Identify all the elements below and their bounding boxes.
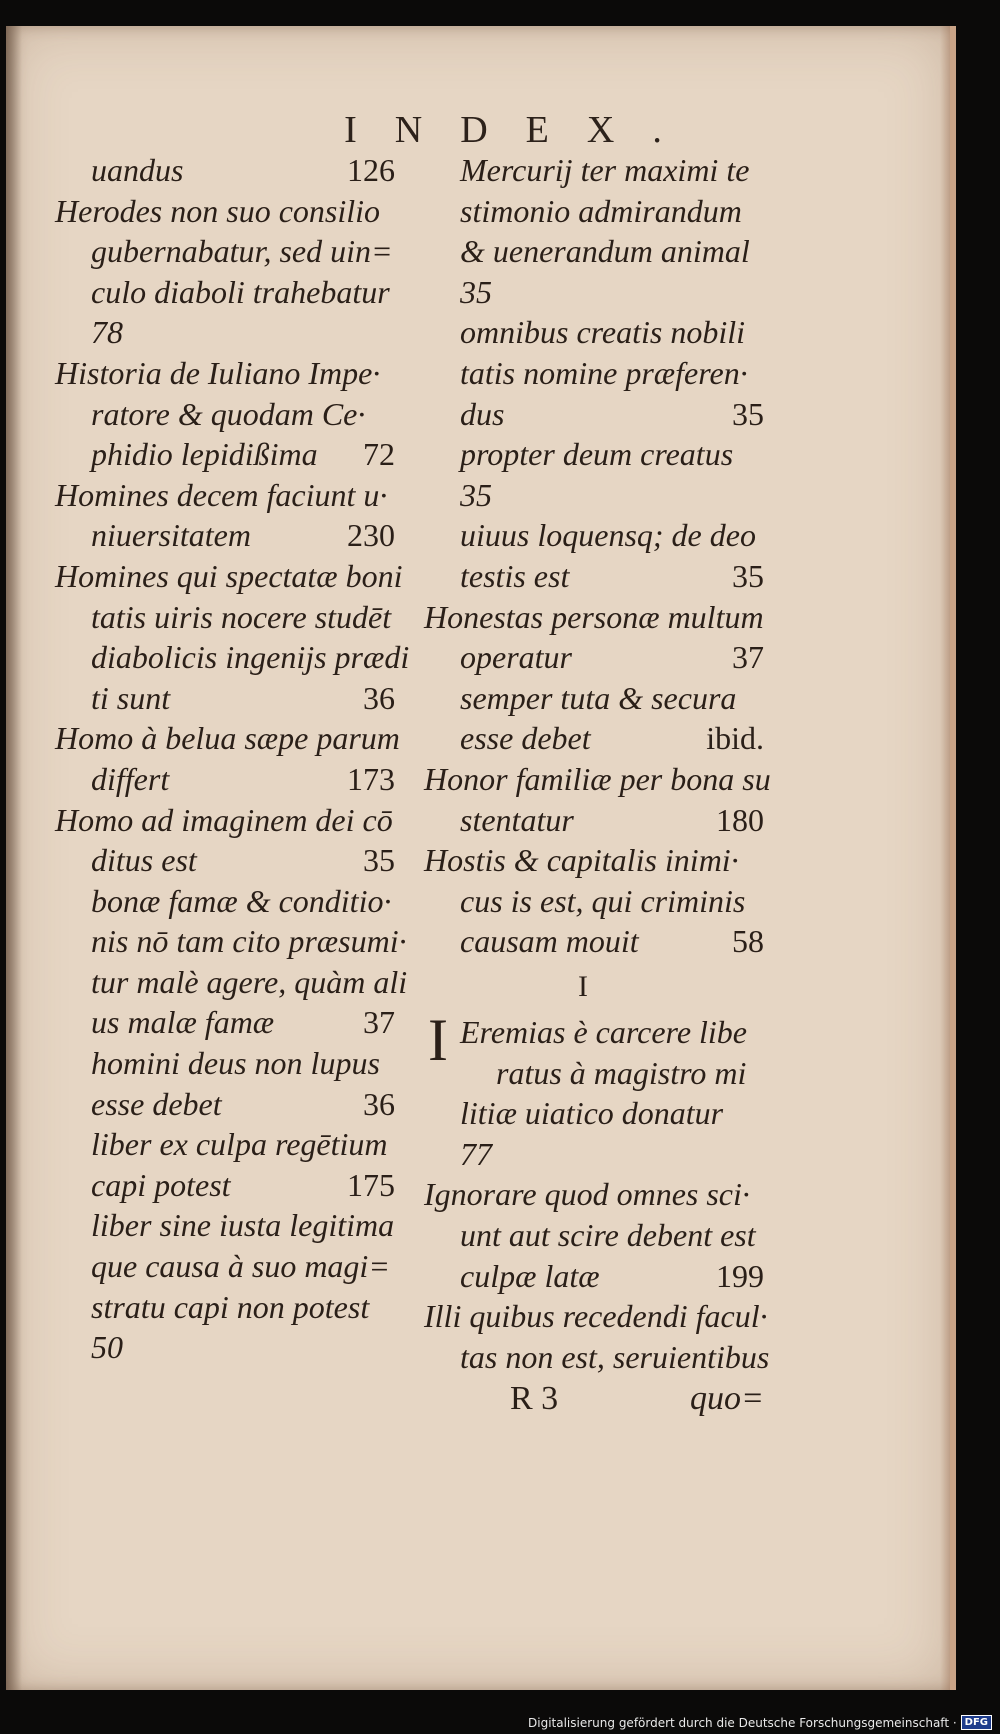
credit-text: Digitalisierung gefördert durch die Deutsche Forschungsgemeinschaft · xyxy=(528,1715,957,1730)
entry-text: diabolicis ingenijs prædi xyxy=(91,639,410,676)
entry-text: differt xyxy=(91,760,170,797)
entry-text: Historia de Iuliano Impe· xyxy=(55,354,381,391)
index-entry-line xyxy=(424,881,764,922)
entry-text: Homines qui spectatæ boni xyxy=(55,557,403,594)
entry-text: operatur xyxy=(460,639,572,676)
entry-text: uandus xyxy=(91,152,184,188)
index-entry-line xyxy=(55,881,395,922)
page-reference: 36 xyxy=(363,679,395,716)
page-reference: 175 xyxy=(347,1166,395,1203)
index-entry-line xyxy=(55,1205,395,1246)
index-entry-line xyxy=(55,312,395,353)
index-entry-line xyxy=(55,556,403,597)
entry-text: capi potest xyxy=(91,1166,231,1203)
index-entry-line xyxy=(55,962,408,1003)
entry-text: unt aut scire debent est xyxy=(460,1216,756,1253)
entry-text: bonæ famæ & conditio· xyxy=(91,882,392,919)
entry-text: niuersitatem xyxy=(91,517,251,554)
index-entry-line xyxy=(424,231,764,272)
index-entry-line xyxy=(55,1165,395,1206)
entry-text: homini deus non lupus xyxy=(91,1045,380,1082)
index-entry-line xyxy=(55,1124,395,1165)
entry-text: Honor familiæ per bona su xyxy=(424,760,771,797)
index-entry-line xyxy=(424,1174,764,1215)
entry-text: Mercurij ter maximi te xyxy=(460,152,750,188)
index-entry-line xyxy=(424,1296,768,1337)
index-entry-line xyxy=(55,1084,395,1125)
entry-text: Hostis & capitalis inimi· xyxy=(424,842,739,879)
entry-text: tatis nomine præferen· xyxy=(460,354,748,391)
entry-text: Homo ad imaginem dei cō xyxy=(55,801,393,838)
index-entry-line xyxy=(55,759,395,800)
page-reference: 37 xyxy=(732,639,764,676)
index-column-left xyxy=(55,150,410,1368)
dfg-logo-icon: DFG xyxy=(961,1715,992,1730)
entry-text: 78 xyxy=(91,314,123,351)
index-entry-line xyxy=(55,353,395,394)
catchword: quo= xyxy=(690,1380,764,1417)
entry-text: liber ex culpa regētium xyxy=(91,1126,388,1163)
entry-text: 50 xyxy=(91,1329,123,1366)
index-entry-line xyxy=(424,272,764,313)
entry-text: & uenerandum animal xyxy=(460,233,750,270)
index-entry-line xyxy=(55,434,395,475)
index-entry-line xyxy=(424,718,764,759)
index-entry-line xyxy=(55,394,395,435)
page-reference: 199 xyxy=(716,1257,764,1294)
index-column-right xyxy=(424,150,771,962)
index-entry-line xyxy=(55,150,395,191)
index-entry-line xyxy=(55,637,410,678)
index-entry-line xyxy=(424,191,764,232)
index-entry-line xyxy=(55,718,400,759)
index-entry-line xyxy=(424,1012,764,1053)
entry-text: stratu capi non potest xyxy=(91,1288,370,1325)
entry-text: gubernabatur, sed uin= xyxy=(91,233,393,270)
digitization-credit xyxy=(528,1715,992,1730)
entry-text: Eremias è carcere libe xyxy=(460,1014,747,1050)
entry-text: ratore & quodam Ce· xyxy=(91,395,366,432)
index-entry-line xyxy=(55,597,395,638)
index-entry-line xyxy=(424,1337,770,1378)
entry-text: tur malè agere, quàm ali xyxy=(91,963,408,1000)
index-entry-line xyxy=(424,678,764,719)
index-entry-line xyxy=(424,1053,764,1094)
entry-text: culpæ latæ xyxy=(460,1257,600,1294)
entry-text: Homines decem faciunt u· xyxy=(55,476,388,513)
index-entry-line xyxy=(55,1246,395,1287)
index-entry-line xyxy=(55,1002,395,1043)
entry-text: ditus est xyxy=(91,842,197,879)
entry-text: Ignorare quod omnes sci· xyxy=(424,1176,750,1213)
entry-text: propter deum creatus xyxy=(460,436,734,473)
entry-text: stimonio admirandum xyxy=(460,192,742,229)
index-entry-line xyxy=(424,394,764,435)
entry-text: ti sunt xyxy=(91,679,171,716)
entry-text: 35 xyxy=(460,273,492,310)
entry-text: stentatur xyxy=(460,801,574,838)
entry-text: Honestas personæ multum xyxy=(424,598,764,635)
index-entry-line xyxy=(55,800,395,841)
entry-text: nis nō tam cito præsumi· xyxy=(91,923,407,960)
index-entry-line xyxy=(424,759,771,800)
entry-text: dus xyxy=(460,395,505,432)
signature-mark: R 3 xyxy=(510,1380,559,1417)
index-entry-line xyxy=(424,434,764,475)
page-reference: 35 xyxy=(732,557,764,594)
index-entry-line xyxy=(55,475,395,516)
index-entry-line xyxy=(55,1043,395,1084)
entry-text: 77 xyxy=(460,1135,492,1172)
index-entry-line xyxy=(424,475,764,516)
index-entry-line xyxy=(55,231,395,272)
index-entry-line xyxy=(424,637,764,678)
index-entry-line xyxy=(424,312,764,353)
index-entry-line xyxy=(55,1287,395,1328)
index-entry-line xyxy=(55,272,395,313)
page-reference: ibid. xyxy=(706,720,764,757)
entry-text: esse debet xyxy=(91,1085,222,1122)
index-entry-line xyxy=(424,921,764,962)
entry-text: liber sine iusta legitima xyxy=(91,1207,395,1244)
page-reference: 36 xyxy=(363,1085,395,1122)
entry-text: uiuus loquensq; de deo xyxy=(460,517,756,554)
index-entry-line xyxy=(424,515,764,556)
page-reference: 35 xyxy=(732,395,764,432)
entry-text: testis est xyxy=(460,557,570,594)
index-entry-line xyxy=(424,597,764,638)
page-reference: 173 xyxy=(347,760,395,797)
index-entry-line xyxy=(55,921,407,962)
entry-text: que causa à suo magi= xyxy=(91,1248,390,1285)
entry-text: causam mouit xyxy=(460,923,639,960)
index-entry-line xyxy=(55,191,395,232)
entry-text: 35 xyxy=(460,476,492,513)
page-header: INDEX. xyxy=(344,109,700,151)
page-reference: 180 xyxy=(716,801,764,838)
entry-text: ratus à magistro mi xyxy=(496,1054,747,1091)
entry-text: litiæ uiatico donatur xyxy=(460,1095,724,1132)
index-entry-line xyxy=(55,840,395,881)
index-entry-line xyxy=(424,556,764,597)
entry-text: cus is est, qui criminis xyxy=(460,882,746,919)
index-entry-line xyxy=(55,678,395,719)
index-entry-line xyxy=(424,150,764,191)
index-entry-line xyxy=(424,353,764,394)
entry-text: culo diaboli trahebatur xyxy=(91,273,390,310)
page-reference: 230 xyxy=(347,517,395,554)
entry-text: semper tuta & secura xyxy=(460,679,737,716)
index-entry-line xyxy=(55,1327,395,1368)
entry-text: Illi quibus recedendi facul· xyxy=(424,1298,768,1335)
entry-text: us malæ famæ xyxy=(91,1004,275,1041)
index-entry-line xyxy=(424,1215,764,1256)
index-entry-line xyxy=(424,800,764,841)
index-entry-line xyxy=(424,1256,764,1297)
index-entry-line xyxy=(424,1134,764,1175)
index-entry-line xyxy=(424,840,764,881)
section-letter: I xyxy=(578,970,588,1003)
page-reference: 126 xyxy=(347,152,395,188)
index-entry-line xyxy=(424,1093,764,1134)
entry-text: tatis uiris nocere studēt xyxy=(91,598,392,635)
entry-text: Homo à belua sæpe parum xyxy=(55,720,400,757)
page-reference: 72 xyxy=(363,436,395,473)
entry-text: omnibus creatis nobili xyxy=(460,314,746,351)
page-reference: 37 xyxy=(363,1004,395,1041)
entry-text: Herodes non suo consilio xyxy=(55,192,381,229)
entry-text: phidio lepidißima xyxy=(91,436,318,473)
page-reference: 35 xyxy=(363,842,395,879)
index-column-right-section-i xyxy=(424,1007,770,1377)
index-entry-line xyxy=(55,515,395,556)
drop-cap-initial: I xyxy=(428,1007,448,1073)
entry-text: tas non est, seruientibus xyxy=(460,1338,770,1375)
entry-text: esse debet xyxy=(460,720,591,757)
page-reference: 58 xyxy=(732,923,764,960)
